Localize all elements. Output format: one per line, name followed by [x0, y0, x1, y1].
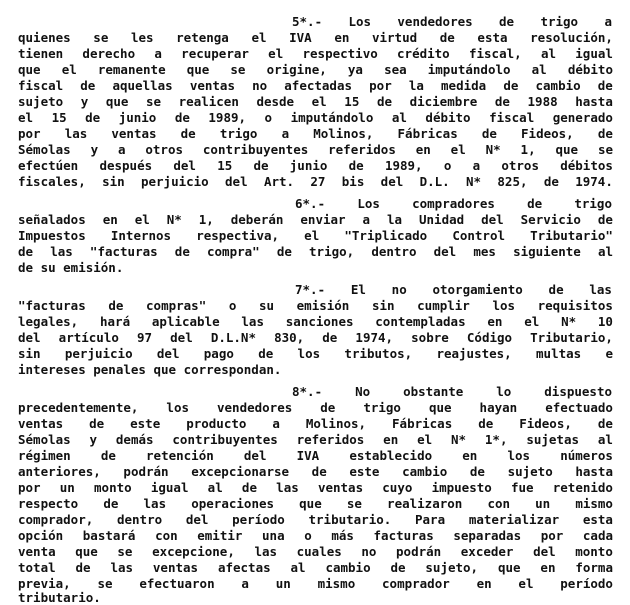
paragraph-8-line-3: ventas de este producto a Molinos, Fábricas de Fideos, de	[18, 416, 613, 431]
paragraph-6-line-5: de su emisión.	[18, 260, 124, 275]
paragraph-6-line-4: de las "facturas de compra" de trigo, dentro del mes siguiente al	[18, 244, 613, 259]
paragraph-5-line-8: por las ventas de trigo a Molinos, Fábricas de Fideos, de	[18, 126, 613, 141]
paragraph-6-line-1: 6*.- Los compradores de trigo	[295, 196, 612, 211]
paragraph-5-line-4: que el remanente que se origine, ya sea imputándolo al débito	[18, 62, 613, 77]
paragraph-7-line-5: sin perjuicio del pago de los tributos, reajustes, multas e	[18, 346, 613, 361]
paragraph-8-line-4: Sémolas y demás contribuyentes referidos en el N* 1*, sujetas al	[18, 432, 613, 447]
paragraph-8-line-12: total de las ventas afectas al cambio de sujeto, que en forma	[18, 560, 613, 575]
paragraph-8-line-9: comprador, dentro del período tributario. Para materializar esta	[18, 512, 613, 527]
paragraph-5-line-10: efectúen después del 15 de junio de 1989, o a otros débitos	[18, 158, 613, 173]
paragraph-5-line-5: fiscal de aquellas ventas no afectadas por la medida de cambio de	[18, 78, 613, 93]
paragraph-6-line-3: Impuestos Internos respectiva, el "Triplicado Control Tributario"	[18, 228, 613, 243]
paragraph-7-line-2: "facturas de compras" o su emisión sin cumplir los requisitos	[18, 298, 613, 313]
paragraph-5-line-6: sujeto y que se realicen desde el 15 de diciembre de 1988 hasta	[18, 94, 613, 109]
paragraph-5-line-7: el 15 de junio de 1989, o imputándolo al débito fiscal generado	[18, 110, 613, 125]
paragraph-5-line-11: fiscales, sin perjuicio del Art. 27 bis del D.L. N* 825, de 1974.	[18, 174, 613, 189]
paragraph-8-line-14: tributario.	[18, 590, 101, 605]
paragraph-8-line-13: previa, se efectuaron a un mismo comprador en el período	[18, 576, 613, 591]
paragraph-8-line-7: por un monto igual al de las ventas cuyo impuesto fue retenido	[18, 480, 613, 495]
paragraph-8-line-10: opción bastará con emitir una o más facturas separadas por cada	[18, 528, 613, 543]
paragraph-5-line-2: quienes se les retenga el IVA en virtud de esta resolución,	[18, 30, 613, 45]
paragraph-8-line-11: venta que se excepcione, las cuales no podrán exceder del monto	[18, 544, 613, 559]
paragraph-8-line-1: 8*.- No obstante lo dispuesto	[292, 384, 612, 399]
paragraph-7-line-3: legales, hará aplicable las sanciones contempladas en el N* 10	[18, 314, 613, 329]
paragraph-5-line-3: tienen derecho a recuperar el respectivo crédito fiscal, al igual	[18, 46, 613, 61]
paragraph-8-line-2: precedentemente, los vendedores de trigo que hayan efectuado	[18, 400, 613, 415]
paragraph-8-line-8: respecto de las operaciones que se realizaron con un mismo	[18, 496, 613, 511]
paragraph-7-line-6: intereses penales que correspondan.	[18, 362, 282, 377]
paragraph-6-line-2: señalados en el N* 1, deberán enviar a la Unidad del Servicio de	[18, 212, 613, 227]
paragraph-7-line-4: del artículo 97 del D.L.N* 830, de 1974, sobre Código Tributario,	[18, 330, 613, 345]
paragraph-5-line-1: 5*.- Los vendedores de trigo a	[292, 14, 612, 29]
paragraph-8-line-6: anteriores, podrán excepcionarse de este cambio de sujeto hasta	[18, 464, 613, 479]
paragraph-8-line-5: régimen de retención del IVA establecido en los números	[18, 448, 613, 463]
paragraph-5-line-9: Sémolas y a otros contribuyentes referidos en el N* 1, que se	[18, 142, 613, 157]
paragraph-7-line-1: 7*.- El no otorgamiento de las	[295, 282, 612, 297]
